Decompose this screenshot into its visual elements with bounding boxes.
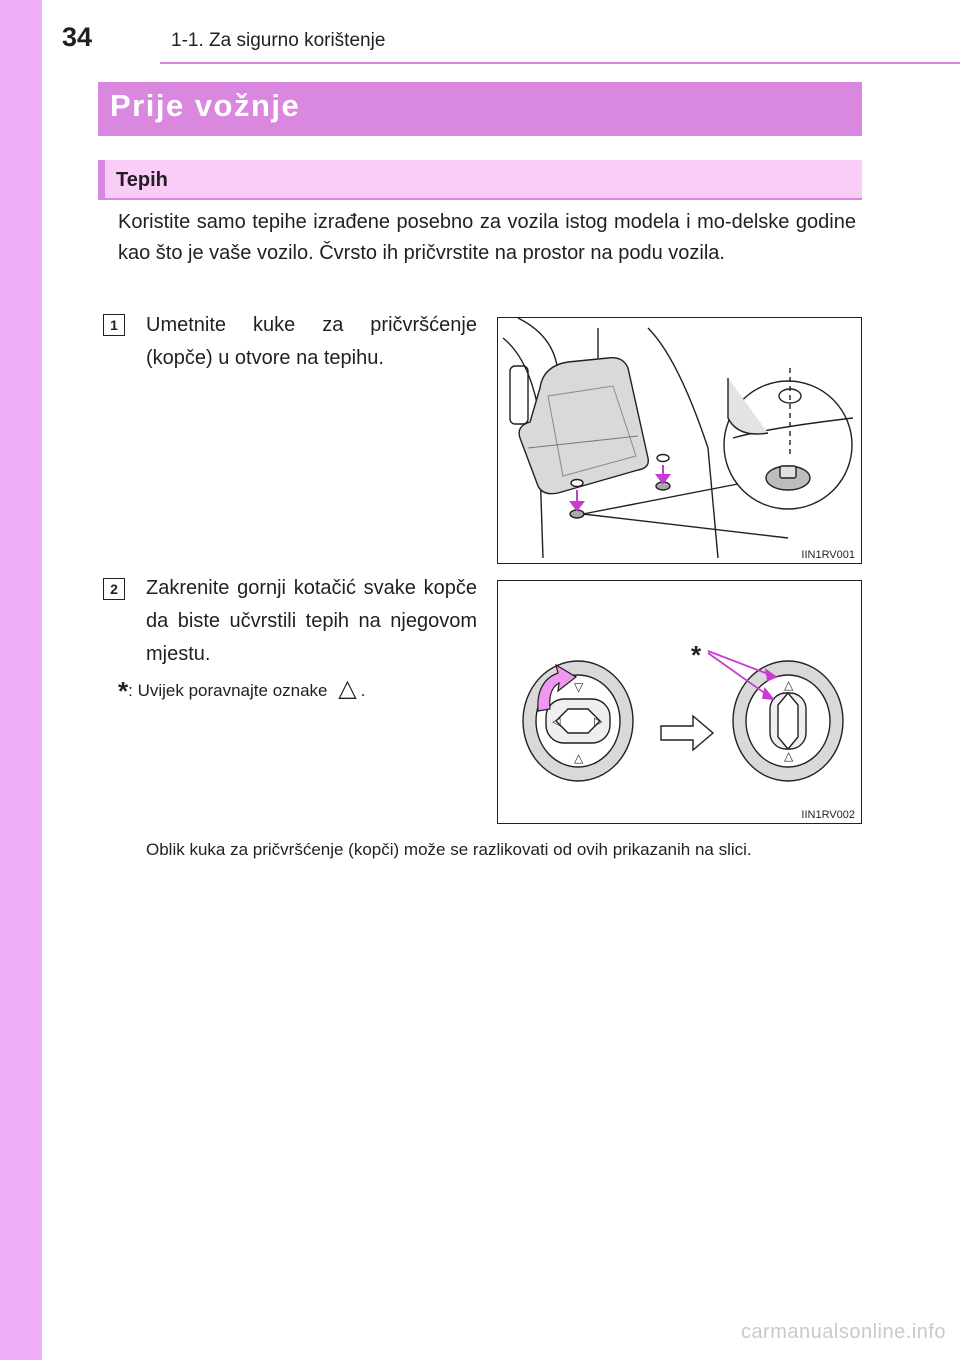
svg-text:△: △ <box>784 678 794 692</box>
figure-clip-rotation <box>497 580 862 824</box>
side-band <box>0 0 42 1360</box>
svg-text:▽: ▽ <box>574 680 584 694</box>
note-text: : Uvijek poravnajte oznake <box>128 681 328 700</box>
step-2-text: Zakrenite gornji kotačić svake kopče da biste učvrstili tepih na njegovom mjestu. <box>146 577 477 665</box>
figure-2-asterisk: * <box>691 640 702 670</box>
figure-floor-mat <box>497 317 862 564</box>
page-number: 34 <box>62 22 93 52</box>
section-path: 1-1. Za sigurno korištenje <box>171 30 386 51</box>
step-1-number: 1 <box>103 314 125 336</box>
triangle-mark-icon: △ <box>338 675 357 702</box>
figure-1-code: IIN1RV001 <box>801 549 855 561</box>
note <box>118 674 365 707</box>
figure-2-code: IIN1RV002 <box>801 809 855 821</box>
step-2-number: 2 <box>103 578 125 600</box>
subtitle: Tepih <box>116 169 168 191</box>
floor-mat-illustration <box>498 318 860 562</box>
step-1-text: Umetnite kuke za pričvršćenje (kopče) u otvore na tepihu. <box>146 314 477 369</box>
svg-text:△: △ <box>574 751 584 765</box>
page-title: Prije vožnje <box>110 88 301 123</box>
svg-text:△: △ <box>784 749 794 763</box>
note-asterisk: * <box>118 676 129 706</box>
svg-text:▷: ▷ <box>594 716 603 728</box>
footnote: Oblik kuka za pričvršćenje (kopči) može se razlikovati od ovih prikazanih na slici. <box>146 840 752 859</box>
watermark: carmanualsonline.info <box>740 1321 946 1343</box>
header-rule <box>160 62 960 64</box>
subtitle-bar <box>98 160 862 200</box>
note-end: . <box>360 681 366 700</box>
svg-text:◁: ◁ <box>552 716 561 728</box>
intro-paragraph: Koristite samo tepihe izrađene posebno za vozila istog modela i mo-delske godine kao što je vaše vozilo. Čvrsto ih pričvrstite na prostor na podu vozila. <box>118 211 856 264</box>
title-bar <box>98 82 862 136</box>
clip-rotation-illustration <box>498 581 860 822</box>
